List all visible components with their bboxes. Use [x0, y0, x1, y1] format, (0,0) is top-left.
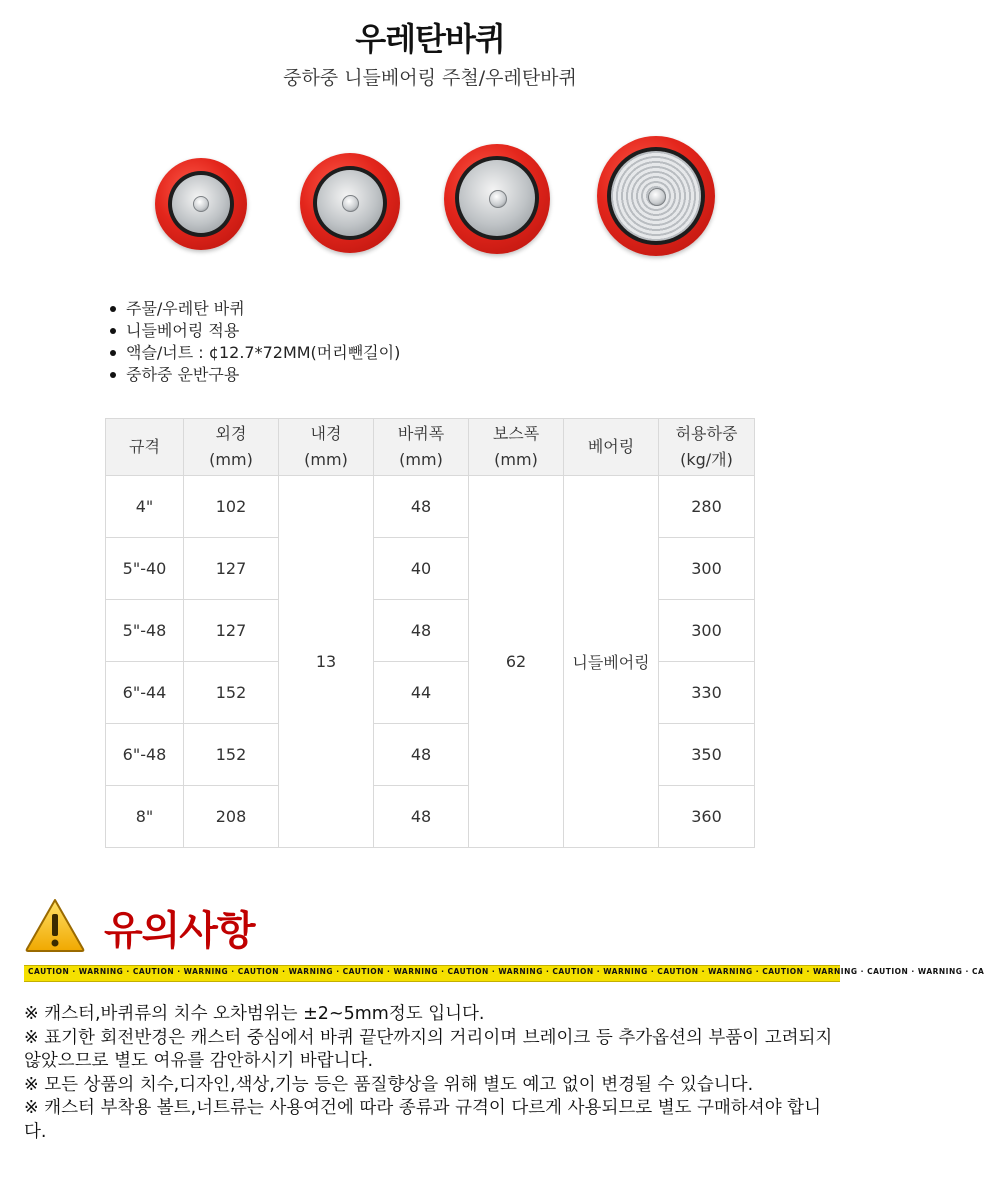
cell-size: 6"-48	[106, 724, 184, 786]
cell-size: 6"-44	[106, 662, 184, 724]
cell-load: 280	[659, 476, 755, 538]
cell-inner: 13	[279, 476, 374, 848]
cell-outer: 127	[184, 600, 279, 662]
cell-outer: 152	[184, 662, 279, 724]
caution-title: 유의사항	[104, 908, 255, 954]
wheel-image-5inch	[300, 153, 400, 253]
cell-load: 350	[659, 724, 755, 786]
cell-outer: 152	[184, 724, 279, 786]
header-size: 규격	[106, 419, 184, 476]
table-header-row	[106, 419, 755, 476]
caution-tape	[24, 965, 984, 982]
table-row	[106, 476, 755, 538]
header-width: 바퀴폭 (mm)	[374, 419, 469, 476]
header-bearing: 베어링	[564, 419, 659, 476]
cell-width: 48	[374, 786, 469, 848]
cell-size: 5"-48	[106, 600, 184, 662]
cell-size: 5"-40	[106, 538, 184, 600]
header-inner: 내경 (mm)	[279, 419, 374, 476]
cell-load: 300	[659, 600, 755, 662]
feature-item: 중하중 운반구용	[108, 364, 400, 386]
spec-table	[105, 418, 755, 848]
note-item: ※ 표기한 회전반경은 캐스터 중심에서 바퀴 끝단까지의 거리이며 브레이크 등 추가옵션의 부품이 고려되지 않았으므로 별도 여유를 감안하시기 바랍니다.	[24, 1027, 833, 1071]
cell-width: 48	[374, 600, 469, 662]
caution-notes	[24, 1003, 839, 1144]
header-load: 허용하중 (kg/개)	[659, 419, 755, 476]
feature-item: 니들베어링 적용	[108, 320, 400, 342]
cell-size: 4"	[106, 476, 184, 538]
cell-width: 48	[374, 724, 469, 786]
caution-tape-text: CAUTION · WARNING · CAUTION · WARNING · CAUTION · WARNING · CAUTION · WARNING · CAUTION · WARNING · CAUTION · WARNING · CAUTION · WARNING · CAUTION · WARNING · CAUTION · WARNING · CA	[28, 967, 984, 976]
wheel-image-6inch	[444, 144, 550, 254]
wheel-image-8inch	[597, 136, 715, 256]
cell-outer: 102	[184, 476, 279, 538]
note-item: ※ 캐스터 부착용 볼트,너트류는 사용여건에 따라 종류과 규격이 다르게 사용되므로 별도 구매하셔야 합니다.	[24, 1098, 821, 1142]
cell-bearing: 니들베어링	[564, 476, 659, 848]
cell-width: 48	[374, 476, 469, 538]
wheel-image-4inch	[155, 158, 247, 250]
header-boss: 보스폭 (mm)	[469, 419, 564, 476]
feature-item: 액슬/너트 : ¢12.7*72MM(머리뺀길이)	[108, 342, 400, 364]
note-item: ※ 캐스터,바퀴류의 치수 오차범위는 ±2~5mm정도 입니다.	[24, 1004, 485, 1024]
cell-load: 360	[659, 786, 755, 848]
header-outer: 외경 (mm)	[184, 419, 279, 476]
feature-list	[108, 298, 400, 386]
cell-boss: 62	[469, 476, 564, 848]
cell-load: 330	[659, 662, 755, 724]
cell-width: 40	[374, 538, 469, 600]
feature-item: 주물/우레탄 바퀴	[108, 298, 400, 320]
cell-width: 44	[374, 662, 469, 724]
warning-triangle-icon	[24, 897, 86, 953]
cell-outer: 127	[184, 538, 279, 600]
cell-load: 300	[659, 538, 755, 600]
cell-outer: 208	[184, 786, 279, 848]
page-title: 우레탄바퀴	[355, 20, 505, 58]
product-images	[0, 120, 860, 270]
cell-size: 8"	[106, 786, 184, 848]
note-item: ※ 모든 상품의 치수,디자인,색상,기능 등은 품질향상을 위해 별도 예고 없이 변경될 수 있습니다.	[24, 1074, 754, 1095]
page-subtitle: 중하중 니들베어링 주철/우레탄바퀴	[283, 67, 577, 89]
